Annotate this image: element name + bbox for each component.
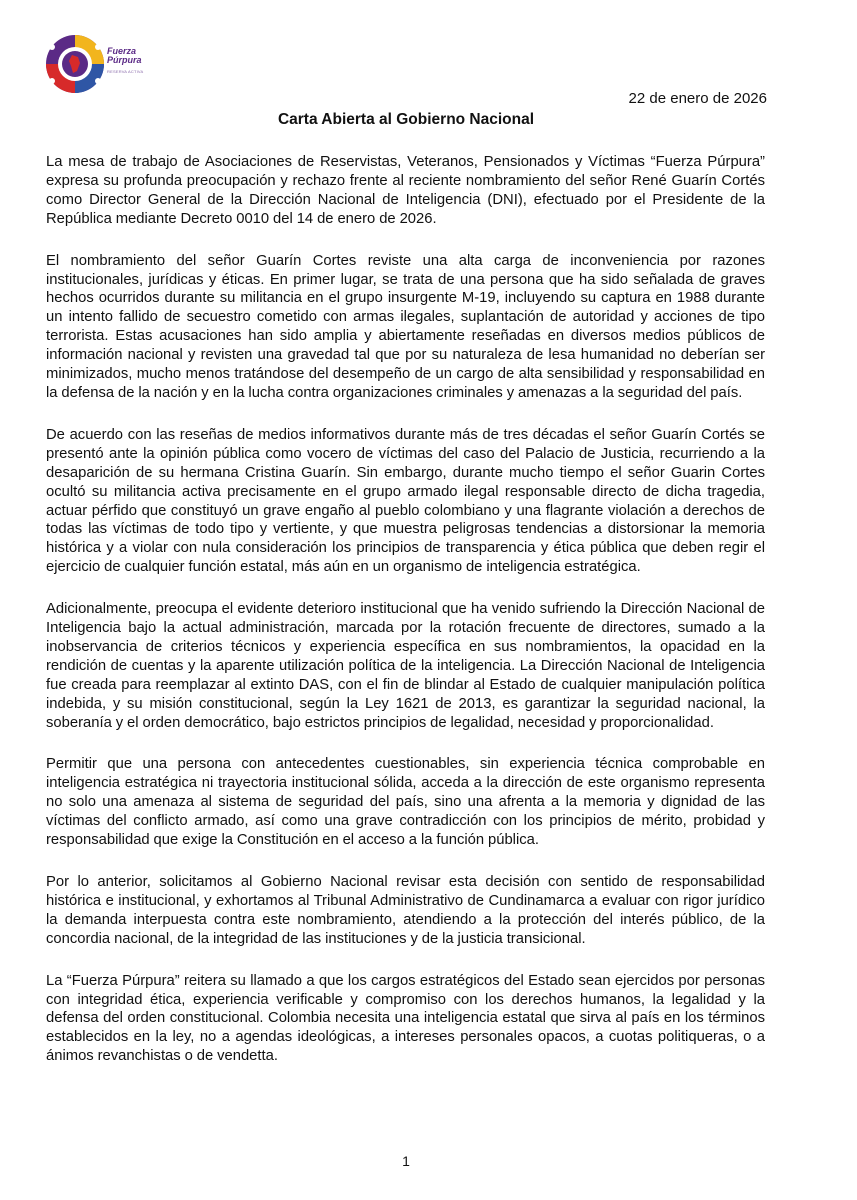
- letter-date: 22 de enero de 2026: [628, 90, 767, 107]
- logo-line-1: Fuerza: [107, 46, 137, 56]
- paragraph: La “Fuerza Púrpura” reitera su llamado a que los cargos estratégicos del Estado sean ejercidos por personas con integridad ética, experiencia verificable y compromiso con los derechos humanos, la legalidad y la defensa del orden constitucional. Colombia necesita una inteligencia estatal que sirva al país en los términos establecidos en la ley, no a agendas ideológicas, a intereses personales opacos, a cuotas politiqueras, o a ánimos revanchistas o de vendetta.: [46, 972, 765, 1065]
- page-number: 1: [402, 1153, 410, 1169]
- logo-tagline: RESERVA ACTIVA: [107, 69, 144, 74]
- paragraph: La mesa de trabajo de Asociaciones de Reservistas, Veteranos, Pensionados y Víctimas “Fuerza Púrpura” expresa su profunda preocupación y rechazo frente al reciente nombramiento del señor René Guarín Cortés como Director General de la Dirección Nacional de Inteligencia (DNI), efectuado por el Presidente de la República mediante Decreto 0010 del 14 de enero de 2026.: [46, 154, 765, 227]
- paragraph: De acuerdo con las reseñas de medios informativos durante más de tres décadas el señor Guarín Cortés se presentó ante la opinión pública como vocero de víctimas del caso del Palacio de Justicia, recurriendo a la desaparición de su hermana Cristina Guarín. Sin embargo, durante mucho tiempo el señor Guarin Cortes ocultó su militancia activa precisamente en el grupo armado ilegal responsable directo de dicha tragedia, actuar pérfido que constituyó un grave engaño al pueblo colombiano y una flagrante violación a derechos de todas las víctimas de todo tipo y vertiente, y que muestra peligrosas tendencias a distorsionar la memoria histórica y a violar con nula consideración los principios de transparencia y ética pública que deben regir el ejercicio de cualquier función estatal, más aún en un organismo de inteligencia estratégica.: [46, 426, 765, 576]
- letter-title: Carta Abierta al Gobierno Nacional: [277, 111, 535, 128]
- organization-logo: [44, 33, 169, 93]
- paragraph: Permitir que una persona con antecedentes cuestionables, sin experiencia técnica comprobable en inteligencia estratégica ni trayectoria institucional sólida, acceda a la dirección de este organismo representa no solo una amenaza al sistema de seguridad del país, sino una afrenta a la memoria y dignidad de las víctimas del conflicto armado, así como una grave contradicción con los principios de mérito, probidad y responsabilidad que exige la Constitución en el acceso a la función pública.: [46, 756, 765, 849]
- logo-line-2: Púrpura: [107, 55, 142, 65]
- paragraph: El nombramiento del señor Guarín Cortes reviste una alta carga de inconveniencia por razones institucionales, jurídicas y éticas. En primer lugar, se trata de una persona que ha sido señalada de graves hechos ocurridos durante su militancia en el grupo insurgente M-19, incluyendo su captura en 1988 durante un intento fallido de secuestro cometido con armas ilegales, suplantación de autoridad y acciones de tipo terrorista. Estas acusaciones han sido amplia y abiertamente reseñadas en diversos medios públicos de información nacional y revisten una gravedad tal que por su naturaleza de lesa humanidad no deberían ser minimizados, mucho menos tratándose del desempeño de un cargo de alta sensibilidad y responsabilidad en la defensa de la nación y en la lucha contra organizaciones criminales y amenazas a la seguridad del país.: [46, 252, 765, 401]
- paragraph: Por lo anterior, solicitamos al Gobierno Nacional revisar esta decisión con sentido de responsabilidad histórica e institucional, y exhortamos al Tribunal Administrativo de Cundinamarca a evaluar con rigor jurídico la demanda interpuesta contra este nombramiento, atendiendo a la protección del interés público, de la concordia nacional, de la integridad de las instituciones y de la justicia transicional.: [46, 874, 765, 947]
- fuerza-purpura-emblem-icon: [44, 33, 106, 95]
- paragraph: Adicionalmente, preocupa el evidente deterioro institucional que ha venido sufriendo la Dirección Nacional de Inteligencia bajo la actual administración, marcada por la rotación frecuente de directores, sumado a la inobservancia de criterios técnicos y experiencia específica en sus nombramientos, la opacidad en la rendición de cuentas y la aparente utilización política de la inteligencia. La Dirección Nacional de Inteligencia fue creada para reemplazar al extinto DAS, con el fin de blindar al Estado de cualquier manipulación política indebida, y su misión constitucional, según la Ley 1621 de 2013, es garantizar la seguridad nacional, la soberanía y el orden democrático, bajo estrictos principios de legalidad, necesidad y proporcionalidad.: [46, 601, 765, 731]
- letter-body: [46, 153, 765, 1089]
- logo-wordmark: [107, 47, 143, 76]
